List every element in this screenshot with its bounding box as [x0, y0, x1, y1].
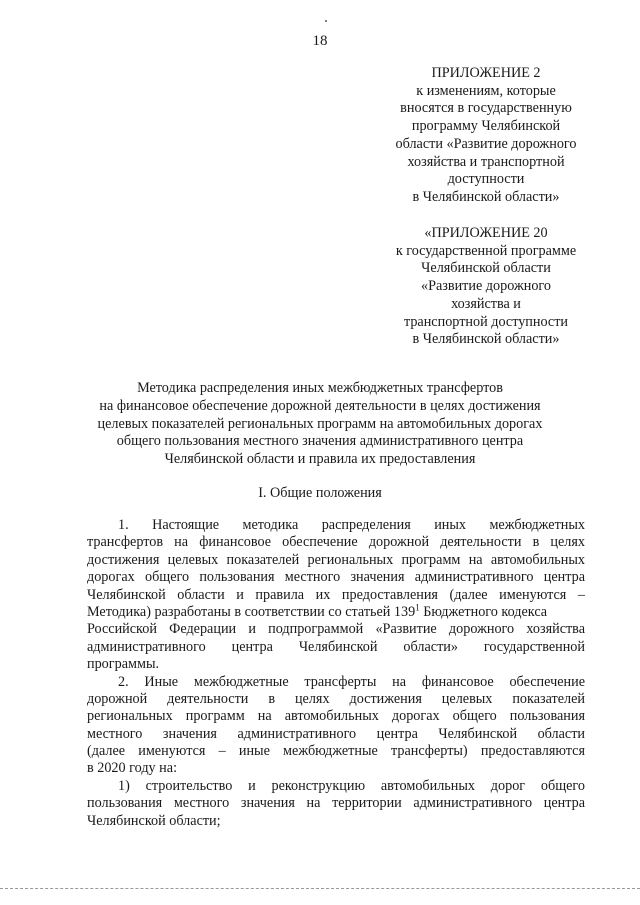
appendix-2-line: области «Развитие дорожного: [395, 135, 577, 152]
paragraph-1-line: административного центра Челябинской области» государственной: [87, 638, 585, 655]
paragraph-2-line: (далее именуются – иные межбюджетные трансферты) предоставляются: [87, 743, 585, 760]
appendix-20-line: «ПРИЛОЖЕНИЕ 20: [424, 225, 548, 241]
page-number: 18: [312, 33, 328, 49]
paragraph-1-line: достижения целевых показателей региональных программ на автомобильных: [87, 551, 585, 568]
section-heading: I. Общие положения: [258, 485, 382, 501]
title-line: общего пользования местного значения административного центра: [116, 433, 524, 450]
paragraph-2-line: 2. Иные межбюджетные трансферты на финансовое обеспечение: [118, 673, 585, 690]
paragraph-1-text: Методика) разработаны в соответствии со статьей 139: [87, 603, 416, 620]
appendix-20-line: транспортной доступности: [403, 313, 569, 330]
appendix-2-line: доступности: [447, 171, 525, 188]
appendix-2-line: хозяйства и транспортной: [407, 153, 565, 170]
paragraph-1-line: программы.: [87, 656, 160, 673]
appendix-20-line: Челябинской области: [421, 260, 551, 277]
appendix-2-line: ПРИЛОЖЕНИЕ 2: [431, 65, 541, 81]
title-line: целевых показателей региональных программ на автомобильных дорогах: [97, 415, 543, 432]
appendix-2-line: к изменениям, которые: [416, 82, 556, 99]
body-text: [87, 517, 585, 830]
appendix-20-line: «Развитие дорожного: [420, 278, 551, 295]
paragraph-1-text: Бюджетного кодекса: [419, 603, 548, 620]
appendix-2-header: [360, 65, 612, 207]
scan-speck: [325, 20, 327, 22]
paragraph-2-line: в 2020 году на:: [87, 760, 178, 777]
appendix-2-line: вносятся в государственную: [400, 100, 572, 117]
paragraph-1-line: 1. Настоящие методика распределения иных межбюджетных: [118, 517, 585, 533]
appendix-20-header: [360, 225, 612, 349]
paragraph-1-line: дорогах общего пользования местного значения административного центра: [87, 569, 585, 586]
appendix-2-line: в Челябинской области»: [412, 188, 560, 205]
page-bottom-edge: [0, 888, 640, 889]
paragraph-1-line: [87, 604, 585, 621]
appendix-20-line: к государственной программе: [395, 242, 577, 259]
paragraph-1-line: трансфертов на финансовое обеспечение дорожной деятельности в целях: [87, 534, 585, 551]
paragraph-3-line: пользования местного значения на территории административного центра: [87, 795, 585, 812]
title-line: Челябинской области и правила их предоставления: [164, 451, 476, 468]
paragraph-2-line: дорожной деятельности в целях достижения целевых показателей: [87, 690, 585, 707]
paragraph-2-line: региональных программ на автомобильных дорогах общего пользования: [87, 708, 585, 725]
paragraph-3-line: Челябинской области;: [87, 812, 221, 829]
paragraph-2-line: местного значения административного центра Челябинской области: [87, 725, 585, 742]
title-line: на финансовое обеспечение дорожной деятельности в целях достижения: [99, 397, 541, 414]
appendix-20-line: хозяйства и: [451, 295, 521, 312]
appendix-20-line: в Челябинской области»: [412, 331, 560, 348]
paragraph-1-line: Российской Федерации и подпрограммой «Развитие дорожного хозяйства: [87, 621, 585, 638]
paragraph-3-line: 1) строительство и реконструкцию автомобильных дорог общего: [118, 777, 585, 794]
article-superscript: 1: [415, 602, 420, 613]
document-title: [60, 380, 580, 469]
appendix-2-line: программу Челябинской: [411, 118, 561, 135]
paragraph-1-line: Челябинской области и правила их предоставления (далее именуются –: [87, 586, 585, 603]
title-line: Методика распределения иных межбюджетных трансфертов: [137, 380, 503, 396]
